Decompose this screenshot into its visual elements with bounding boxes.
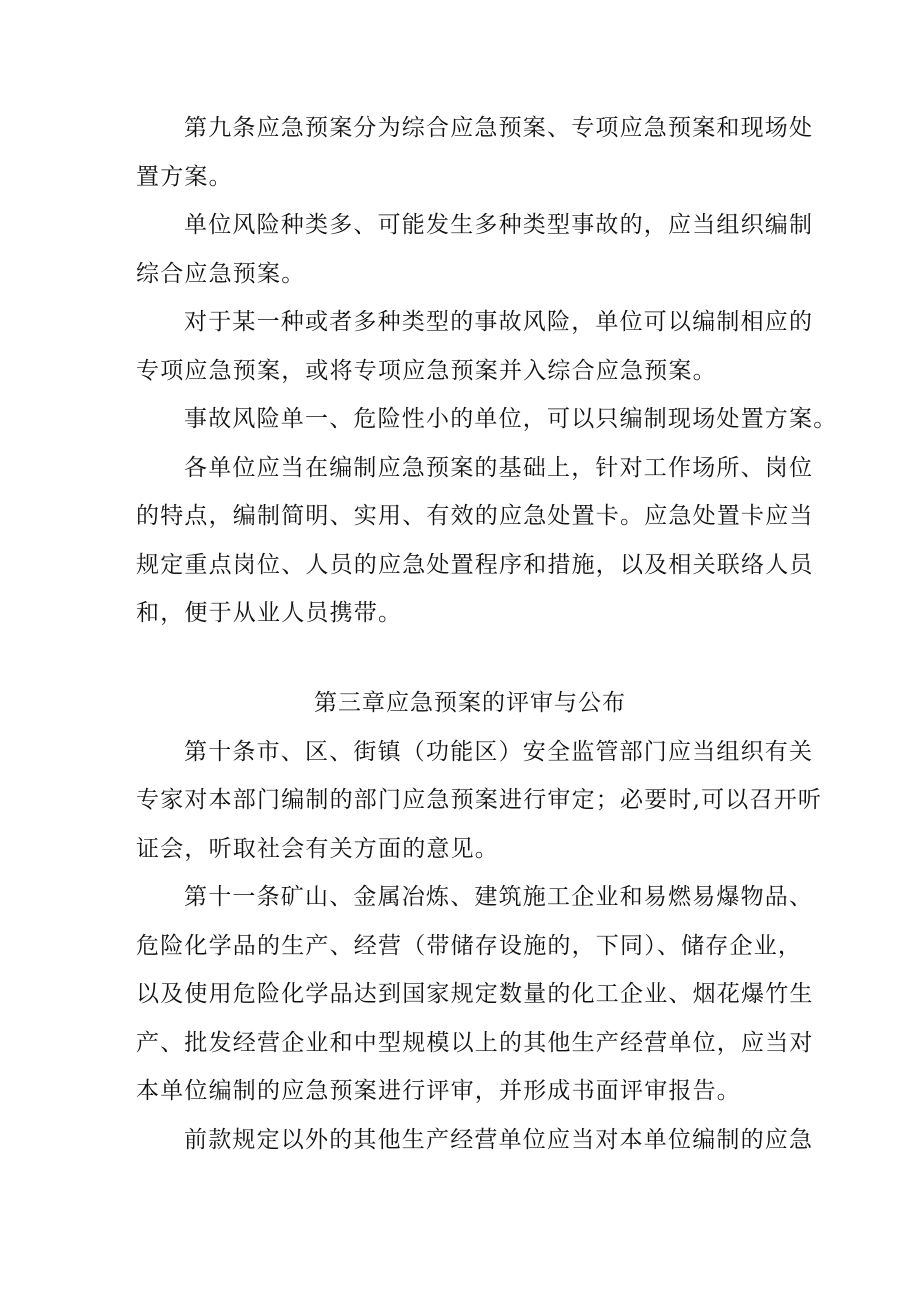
- paragraph-1-line-2: 置方案。: [136, 164, 233, 190]
- article-10-line-2: 专家对本部门编制的部门应急预案进行审定；必要时,可以召开听: [136, 787, 823, 813]
- article-11-line-1: 第十一条矿山、金属冶炼、建筑施工企业和易燃易爆物品、: [184, 884, 814, 910]
- article-11-line-2: 危险化学品的生产、经营（带储存设施的，下同）、储存企业，: [136, 933, 803, 959]
- paragraph-3-line-2: 专项应急预案，或将专项应急预案并入综合应急预案。: [136, 358, 717, 384]
- paragraph-5-line-4: 和，便于从业人员携带。: [136, 600, 403, 626]
- paragraph-1-line-1: 第九条应急预案分为综合应急预案、专项应急预案和现场处: [184, 115, 814, 141]
- article-11-line-5: 本单位编制的应急预案进行评审，并形成书面评审报告。: [136, 1078, 741, 1104]
- article-10-line-3: 证会，听取社会有关方面的意见。: [136, 836, 499, 862]
- chapter-heading: 第三章应急预案的评审与公布: [314, 690, 626, 716]
- paragraph-5-line-1: 各单位应当在编制应急预案的基础上，针对工作场所、岗位: [184, 455, 814, 481]
- article-11-line-4: 产、批发经营企业和中型规模以上的其他生产经营单位，应当对: [136, 1030, 814, 1056]
- article-11-line-3: 以及使用危险化学品达到国家规定数量的化工企业、烟花爆竹生: [136, 981, 814, 1007]
- paragraph-4-line-1: 事故风险单一、危险性小的单位，可以只编制现场处置方案。: [184, 406, 838, 432]
- final-paragraph-line-1: 前款规定以外的其他生产经营单位应当对本单位编制的应急: [184, 1127, 814, 1153]
- paragraph-2-line-2: 综合应急预案。: [136, 261, 306, 287]
- paragraph-3-line-1: 对于某一种或者多种类型的事故风险，单位可以编制相应的: [184, 309, 814, 335]
- article-10-line-1: 第十条市、区、街镇（功能区）安全监管部门应当组织有关: [184, 739, 814, 765]
- paragraph-5-line-2: 的特点，编制简明、实用、有效的应急处置卡。应急处置卡应当: [136, 503, 814, 529]
- paragraph-5-line-3: 规定重点岗位、人员的应急处置程序和措施，以及相关联络人员: [136, 552, 814, 578]
- paragraph-2-line-1: 单位风险种类多、可能发生多种类型事故的，应当组织编制: [184, 212, 814, 238]
